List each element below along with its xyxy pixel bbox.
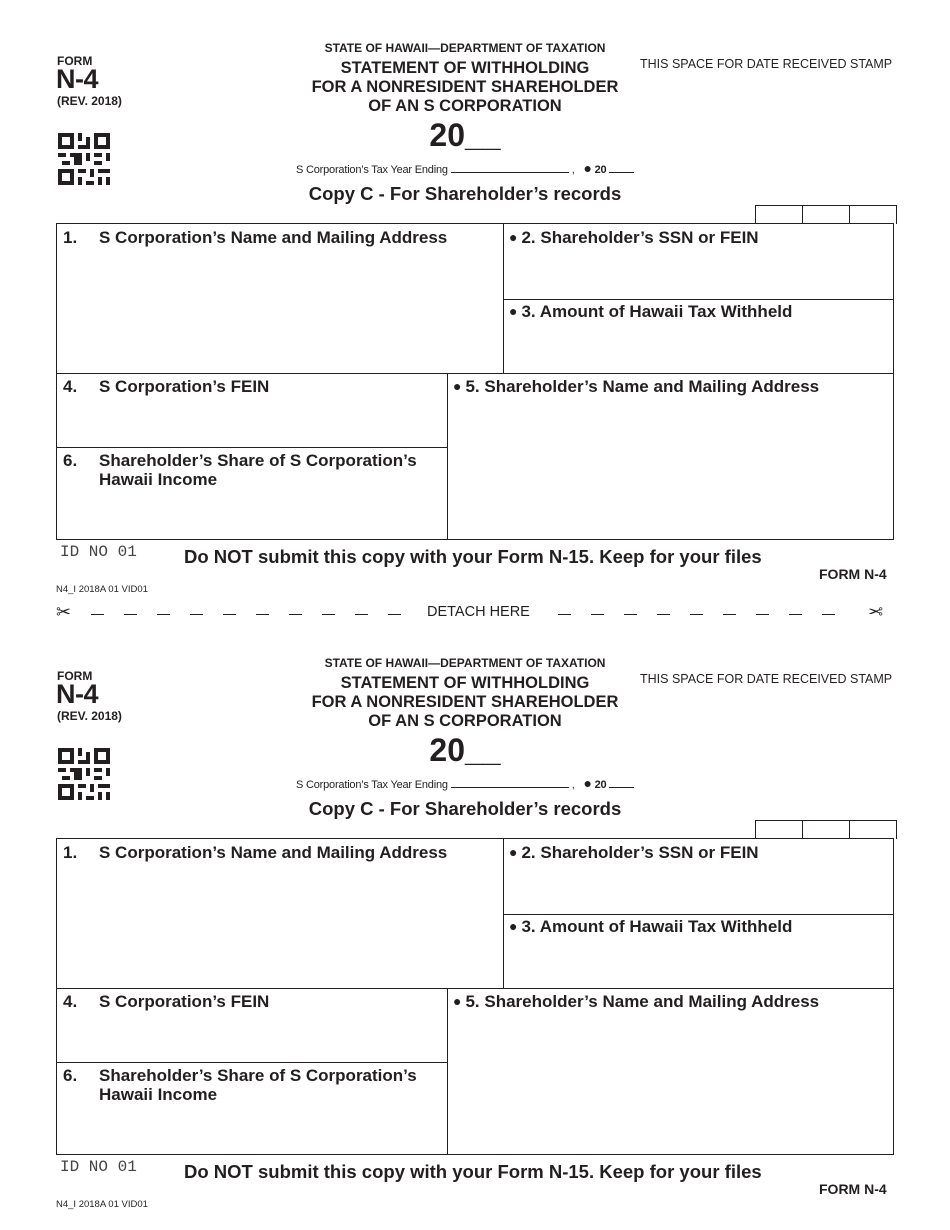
id-number: ID NO 01	[60, 543, 137, 561]
form-fields-grid	[56, 223, 894, 540]
form-title	[280, 674, 650, 731]
title-line-1: STATEMENT OF WITHHOLDING	[340, 674, 590, 692]
id-box[interactable]	[803, 821, 850, 839]
form-fields-grid	[56, 838, 894, 1155]
id-box[interactable]	[803, 206, 850, 224]
field-1-corp-name-address[interactable]: 1. S Corporation’s Name and Mailing Address	[63, 843, 448, 862]
field-6-hawaii-income-share[interactable]: 6. Shareholder’s Share of S Corporation’s Hawaii Income	[63, 1066, 417, 1104]
field-5-shareholder-name-address[interactable]: ● 5. Shareholder’s Name and Mailing Address	[453, 992, 820, 1011]
tax-year-ending-line: S Corporation’s Tax Year Ending , ● 20	[296, 775, 634, 791]
tax-year-suffix-field[interactable]	[609, 162, 634, 173]
tax-year-ending-label: S Corporation’s Tax Year Ending	[296, 779, 448, 791]
tax-year-ending-date-field[interactable]	[451, 162, 569, 173]
field-4-corp-fein[interactable]: 4. S Corporation’s FEIN	[63, 992, 270, 1011]
field-3-tax-withheld[interactable]: ● 3. Amount of Hawaii Tax Withheld	[509, 917, 793, 936]
form-label: FORM	[57, 54, 93, 68]
department-name: STATE OF HAWAII—DEPARTMENT OF TAXATION	[324, 41, 606, 55]
qr-code-icon	[58, 748, 110, 800]
id-box[interactable]	[850, 206, 896, 224]
id-box[interactable]	[756, 206, 803, 224]
field-2-shareholder-ssn[interactable]: ● 2. Shareholder’s SSN or FEIN	[509, 843, 759, 862]
title-line-2: FOR A NONRESIDENT SHAREHOLDER	[311, 78, 619, 96]
bullet-icon: ●	[583, 775, 592, 791]
scissors-icon: ✂	[56, 602, 72, 622]
id-box[interactable]	[850, 821, 896, 839]
version-code: N4_I 2018A 01 VID01	[56, 584, 148, 595]
detach-here-label: DETACH HERE	[427, 604, 530, 620]
date-received-stamp-area: THIS SPACE FOR DATE RECEIVED STAMP	[640, 57, 893, 71]
do-not-submit-warning: Do NOT submit this copy with your Form N-15. Keep for your files	[184, 546, 762, 567]
id-box[interactable]	[756, 821, 803, 839]
field-3-tax-withheld[interactable]: ● 3. Amount of Hawaii Tax Withheld	[509, 302, 793, 321]
bullet-icon: ●	[453, 378, 462, 394]
department-name: STATE OF HAWAII—DEPARTMENT OF TAXATION	[324, 656, 606, 670]
form-label: FORM	[57, 669, 93, 683]
qr-code-icon	[58, 133, 110, 185]
tax-year: 20__	[429, 117, 501, 153]
tax-year-ending-date-field[interactable]	[451, 777, 569, 788]
form-number: N-4	[56, 679, 99, 709]
copy-label: Copy C - For Shareholder’s records	[308, 798, 622, 819]
tax-year-suffix-field[interactable]	[609, 777, 634, 788]
form-header	[280, 656, 650, 767]
bullet-icon: ●	[453, 993, 462, 1009]
bullet-icon: ●	[583, 160, 592, 176]
id-boxes	[755, 205, 897, 224]
tax-year-suffix: 20	[594, 779, 607, 791]
title-line-3: OF AN S CORPORATION	[368, 97, 562, 115]
tax-year-ending-line: S Corporation’s Tax Year Ending , ● 20	[296, 160, 634, 176]
form-copy-2	[0, 615, 950, 1230]
tax-year-ending-label: S Corporation’s Tax Year Ending	[296, 164, 448, 176]
form-revision: (REV. 2018)	[57, 94, 122, 108]
field-1-corp-name-address[interactable]: 1. S Corporation’s Name and Mailing Address	[63, 228, 448, 247]
id-boxes	[755, 820, 897, 839]
tax-year-suffix: 20	[594, 164, 607, 176]
scissors-icon: ✂	[868, 602, 884, 622]
id-number: ID NO 01	[60, 1158, 137, 1176]
field-6-hawaii-income-share[interactable]: 6. Shareholder’s Share of S Corporation’s Hawaii Income	[63, 451, 417, 489]
date-received-stamp-area: THIS SPACE FOR DATE RECEIVED STAMP	[640, 672, 893, 686]
field-4-corp-fein[interactable]: 4. S Corporation’s FEIN	[63, 377, 270, 396]
copy-label: Copy C - For Shareholder’s records	[308, 183, 622, 204]
version-code: N4_I 2018A 01 VID01	[56, 1199, 148, 1210]
bullet-icon: ●	[509, 844, 518, 860]
title-line-1: STATEMENT OF WITHHOLDING	[340, 59, 590, 77]
field-5-shareholder-name-address[interactable]: ● 5. Shareholder’s Name and Mailing Address	[453, 377, 820, 396]
form-title	[280, 59, 650, 116]
tax-year: 20__	[429, 732, 501, 768]
bullet-icon: ●	[509, 303, 518, 319]
title-line-3: OF AN S CORPORATION	[368, 712, 562, 730]
form-footer-label: FORM N-4	[819, 566, 887, 582]
do-not-submit-warning: Do NOT submit this copy with your Form N-15. Keep for your files	[184, 1161, 762, 1182]
form-number: N-4	[56, 64, 99, 94]
field-2-shareholder-ssn[interactable]: ● 2. Shareholder’s SSN or FEIN	[509, 228, 759, 247]
title-line-2: FOR A NONRESIDENT SHAREHOLDER	[311, 693, 619, 711]
form-revision: (REV. 2018)	[57, 709, 122, 723]
bullet-icon: ●	[509, 918, 518, 934]
form-header	[280, 41, 650, 152]
bullet-icon: ●	[509, 229, 518, 245]
form-footer-label: FORM N-4	[819, 1181, 887, 1197]
